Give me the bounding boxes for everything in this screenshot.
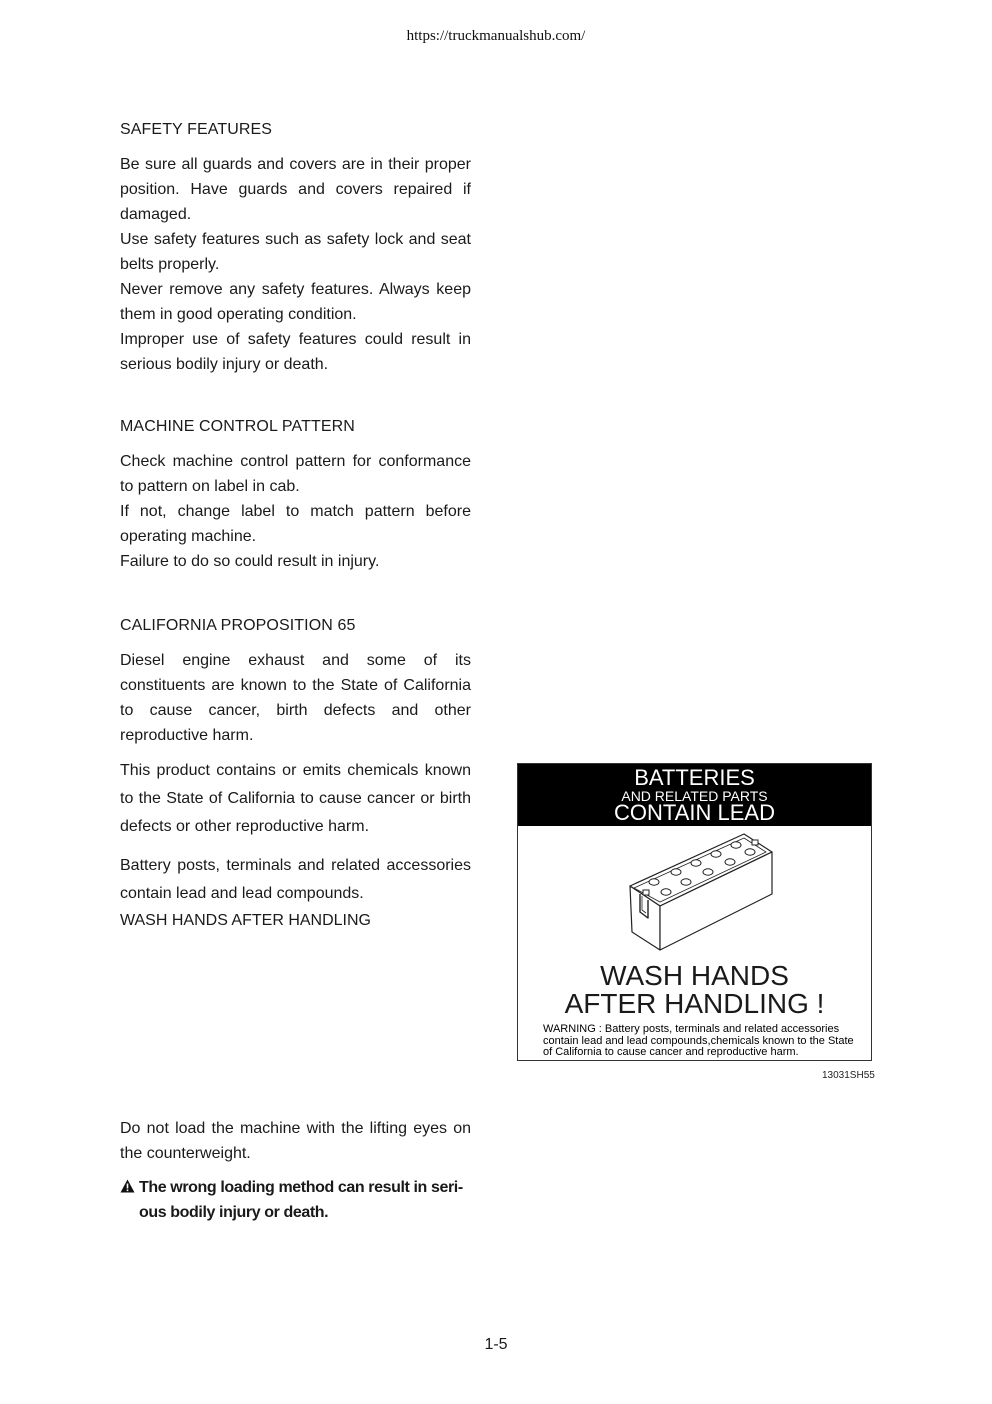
section-title-control: MACHINE CONTROL PATTERN <box>120 418 355 435</box>
control-paragraph-2: If not, change label to match pattern before operating machine. <box>120 503 471 545</box>
always-keyword: Always <box>379 281 430 298</box>
safety-paragraph-4: Improper use of safety features could result in serious bodily injury or death. <box>120 331 471 373</box>
figure-code: 13031SH55 <box>822 1070 875 1081</box>
safety-paragraph-1: Be sure all guards and covers are in their proper position. Have guards and covers repaired if damaged. <box>120 156 471 223</box>
label-warning-text: WARNING : Battery posts, terminals and related accessories contain lead and lead compounds,chemicals known to the State of California to cause cancer and reproductive harm. <box>543 1023 854 1058</box>
source-url[interactable]: https://truckmanualshub.com/ <box>406 28 586 44</box>
safety-p3-end: keep them in good operating condition. <box>120 281 472 323</box>
section-title-prop65: CALIFORNIA PROPOSITION 65 <box>120 617 356 634</box>
label-line-related-parts: AND RELATED PARTS <box>621 788 768 804</box>
prop65-paragraph-4: WASH HANDS AFTER HANDLING <box>120 912 371 929</box>
control-paragraph-1: Check machine control pattern for conformance to pattern on label in cab. <box>120 453 471 495</box>
loading-warning-line-1 <box>120 1175 471 1200</box>
loading-warning-text-2: ous bodily injury or death. <box>139 1204 329 1221</box>
never-keyword: Never <box>120 281 163 298</box>
label-line-contain-lead: CONTAIN LEAD <box>614 800 775 825</box>
prop65-body <box>120 648 471 933</box>
prop65-paragraph-3: Battery posts, terminals and related accessories contain lead and lead compounds. <box>120 857 471 902</box>
section-title-safety: SAFETY FEATURES <box>120 121 273 138</box>
label-line-batteries: BATTERIES <box>634 765 755 790</box>
battery-illustration <box>626 830 774 952</box>
loading-section <box>120 1116 471 1225</box>
safety-section <box>120 120 471 140</box>
prop65-paragraph-1: Diesel engine exhaust and some of its constituents are known to the State of California to cause cancer, birth defects and other reproductive harm. <box>120 652 471 744</box>
loading-paragraph: Do not load the machine with the lifting eyes on the counterweight. <box>120 1120 471 1162</box>
prop65-section <box>120 616 471 636</box>
label-wash-hands: WASH HANDS <box>600 960 789 991</box>
warning-triangle-icon <box>120 1179 135 1193</box>
safety-paragraph-2: Use safety features such as safety lock and seat belts properly. <box>120 231 471 273</box>
loading-warning <box>120 1175 471 1225</box>
control-paragraph-3: Failure to do so could result in injury. <box>120 553 380 570</box>
safety-p3-mid: remove any safety features. <box>162 281 379 298</box>
control-section <box>120 417 471 437</box>
prop65-paragraph-2: This product contains or emits chemicals known to the State of California to cause cancer or birth defects or other reproductive harm. <box>120 762 471 835</box>
control-body <box>120 449 471 574</box>
battery-warning-label <box>517 763 872 1061</box>
label-after-handling: AFTER HANDLING ! <box>564 988 825 1019</box>
safety-body <box>120 152 471 377</box>
loading-warning-text-1: The wrong loading method can result in seri- <box>139 1179 463 1196</box>
page-number: 1-5 <box>484 1336 508 1353</box>
label-header <box>518 764 871 826</box>
safety-paragraph-3 <box>120 277 471 327</box>
